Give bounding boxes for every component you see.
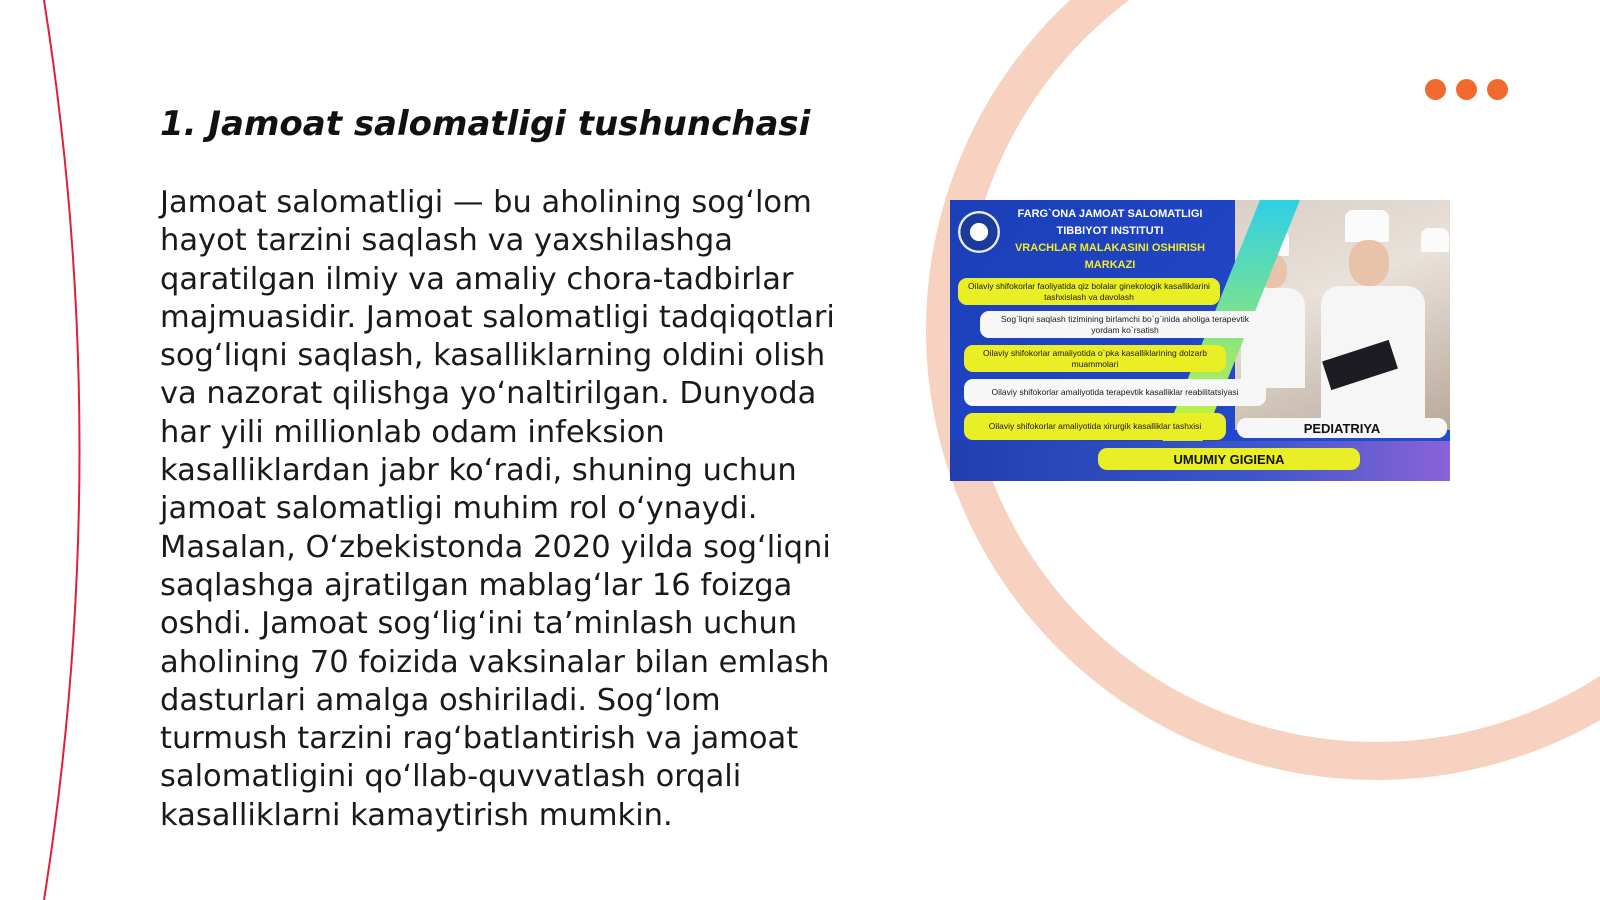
menu-dots-icon[interactable] — [1425, 79, 1508, 100]
topic-pill: Oilaviy shifokorlar amaliyotida xirurgik kasalliklar tashxisi — [964, 413, 1226, 440]
nurse-cap — [1345, 210, 1389, 242]
dot — [1456, 79, 1477, 100]
banner-header-line: MARKAZI — [1084, 259, 1136, 271]
dot — [1487, 79, 1508, 100]
umumiy-gigiena-label: UMUMIY GIGIENA — [1098, 448, 1360, 470]
banner-header-line: VRACHLAR MALAKASINI OSHIRISH — [1014, 242, 1206, 254]
pediatriya-label: PEDIATRIYA — [1237, 418, 1447, 438]
banner-header-line: TIBBIYOT INSTITUTI — [1056, 225, 1164, 237]
nurse-face — [1349, 240, 1389, 286]
banner-header — [958, 205, 1208, 273]
institute-emblem-icon — [958, 211, 1000, 253]
nurse-cap — [1421, 228, 1449, 252]
slide-body-text: Jamoat salomatligi — bu aholining sog‘lom hayot tarzini saqlash va yaxshilashga qaratilgan ilmiy va amaliy chora-tadbirlar majmuasidir. Jamoat salomatligi tadqiqotlari sog‘liqni saqlash, kasalliklarning oldini olish va nazorat qilishga yo‘naltirilgan. Dunyoda har yili millionlab odam infeksion kasalliklardan jabr ko‘radi, shuning uchun jamoat salomatligi muhim rol o‘ynaydi. Masalan, O‘zbekistonda 2020 yilda sog‘liqni saqlashga ajratilgan mablag‘lar 16 foizga oshdi. Jamoat sog‘lig‘ini ta’minlash uchun aholining 70 foizida vaksinalar bilan emlash dasturlari amalga oshiriladi. Sog‘lom turmush tarzini rag‘batlantirish va jamoat salomatligini qo‘llab-quvvatlash orqali kasalliklarni kamaytirish mumkin. — [160, 185, 835, 833]
institute-banner-image — [950, 200, 1450, 481]
slide-title: 1. Jamoat salomatligi tushunchasi — [160, 104, 811, 144]
dot — [1425, 79, 1446, 100]
banner-header-line: FARG`ONA JAMOAT SALOMATLIGI — [1017, 208, 1203, 220]
left-margin-curve — [44, 0, 80, 900]
topic-pill: Sog`liqni saqlash tizimining birlamchi bo`g`inida aholiga terapevtik yordam ko`rsatish — [980, 311, 1270, 338]
topic-pill: Oilaviy shifokorlar amaliyotida o`pka kasalliklarining dolzarb muammolari — [964, 345, 1226, 372]
topic-pill: Oilaviy shifokorlar amaliyotida terapevtik kasalliklar reabilitatsiyasi — [964, 379, 1266, 406]
topic-pill: Oilaviy shifokorlar faoliyatida qiz bolalar ginekologik kasalliklarini tashxislash va davolash — [958, 278, 1220, 305]
